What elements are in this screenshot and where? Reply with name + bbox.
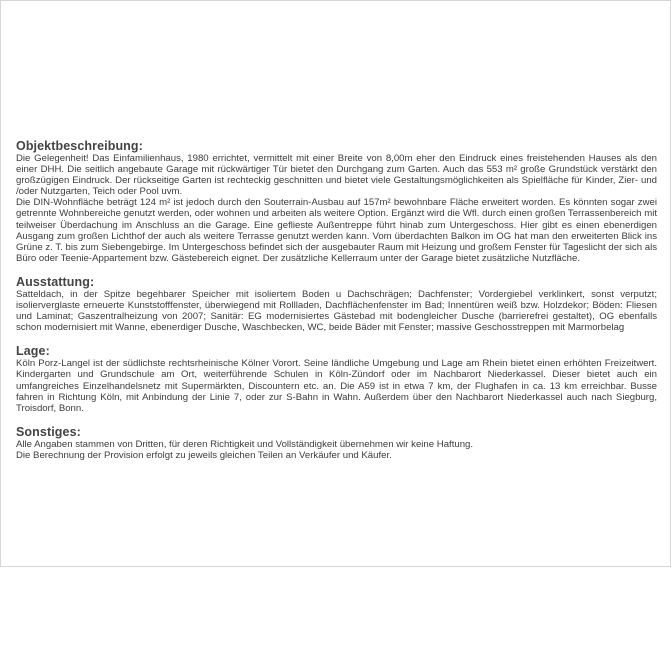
property-description bbox=[16, 139, 657, 472]
section-ausstattung bbox=[16, 275, 657, 333]
section-paragraph: Die DIN-Wohnfläche beträgt 124 m² ist jedoch durch den Souterrain-Ausbau auf 157m² bewohnbare Fläche erweitert worden. Es könnten sogar zwei getrennte Wohnbereiche genutzt werden, oder wohnen und arbeiten als weitere Option. Ergänzt wird die Wfl. durch einen großen Terrassenbereich mit teilweiser Überdachung im Anschluss an die Garage. Eine geflieste Außentreppe führt hinab zum Untergeschoss. Hier gibt es einen ebenerdigen Ausgang zum großen Lichthof der auch als weitere Terrasse genutzt werden kann. Vom überdachten Balkon im OG hat man den erweiterten Blick ins Grüne z. T. bis zum Siebengebirge. Im Untergeschoss befindet sich der ausgebauter Raum mit Heizung und großem Fenster für Tageslicht der sich als Büro oder Teenie-Appartement bzw. Gästebereich eignet. Der zusätzliche Kellerraum unter der Garage bietet zusätzliche Nutzfläche. bbox=[16, 197, 657, 264]
section-heading: Sonstiges: bbox=[16, 424, 81, 439]
section-heading: Objektbeschreibung: bbox=[16, 139, 143, 153]
section-paragraph: Die Gelegenheit! Das Einfamilienhaus, 1980 errichtet, vermittelt mit einer Breite von 8,00m eher den Eindruck eines freistehenden Hauses als den einer DHH. Die seitlich angebaute Garage mit rückwärtiger Tür bietet den Durchgang zum Garten. Auch das 553 m² große Grundstück verstärkt den großzügigen Eindruck. Der rückseitige Garten ist rechteckig geschnitten und bietet viele Gestaltungsmöglichkeiten als Spielfläche für Kinder, Zier- und /oder Nutzgarten, Teich oder Pool uvm. bbox=[16, 153, 657, 198]
section-heading: Ausstattung: bbox=[16, 274, 95, 289]
section-paragraph: Die Berechnung der Provision erfolgt zu jeweils gleichen Teilen an Verkäufer und Käufer. bbox=[16, 449, 392, 461]
section-lage bbox=[16, 344, 657, 413]
section-sonstiges bbox=[16, 425, 657, 461]
section-objektbeschreibung bbox=[16, 139, 657, 264]
section-heading: Lage: bbox=[16, 344, 50, 359]
section-paragraph: Alle Angaben stammen von Dritten, für deren Richtigkeit und Vollständigkeit übernehmen wir keine Haftung. bbox=[16, 438, 474, 450]
section-paragraph: Satteldach, in der Spitze begehbarer Speicher mit isoliertem Boden u Dachschrägen; Dachfenster; Vordergiebel verklinkert, sonst verputzt; isolierverglaste erneuerte Kunststofffenster, überwiegend mit Rollladen, Dachflächenfenster im Bad; Innentüren weiß bzw. Holzdekor; Böden: Fliesen und Laminat; Gaszentralheizung von 2007; Sanitär: EG modernisiertes Gästebad mit bodengleicher Dusche (barrierefrei gestaltet), OG ebenfalls schon modernisiert mit Wanne, ebenerdiger Dusche, Waschbecken, WC, beide Bäder mit Fenster; massive Geschosstreppen mit Marmorbelag bbox=[16, 288, 657, 334]
section-paragraph: Köln Porz-Langel ist der südlichste rechtsrheinische Kölner Vorort. Seine ländliche Umgebung und Lage am Rhein bietet einen erhöhten Freizeitwert. Kindergarten und Grundschule am Ort, weiterführende Schulen in Köln-Zündorf oder im Nachbarort Niederkassel. Dieser bietet auch ein umfangreiches Einzelhandelsnetz mit Supermärkten, Discountern etc. an. Die A59 ist in etwa 7 km, der Flughafen in ca. 13 km erreichbar. Busse fahren in Richtung Köln, mit Anbindung der Linie 7, oder zur S-Bahn in Wahn. Außerdem über den Nachbarort Niederkassel auch nach Siegburg, Troisdorf, Bonn. bbox=[16, 358, 657, 414]
